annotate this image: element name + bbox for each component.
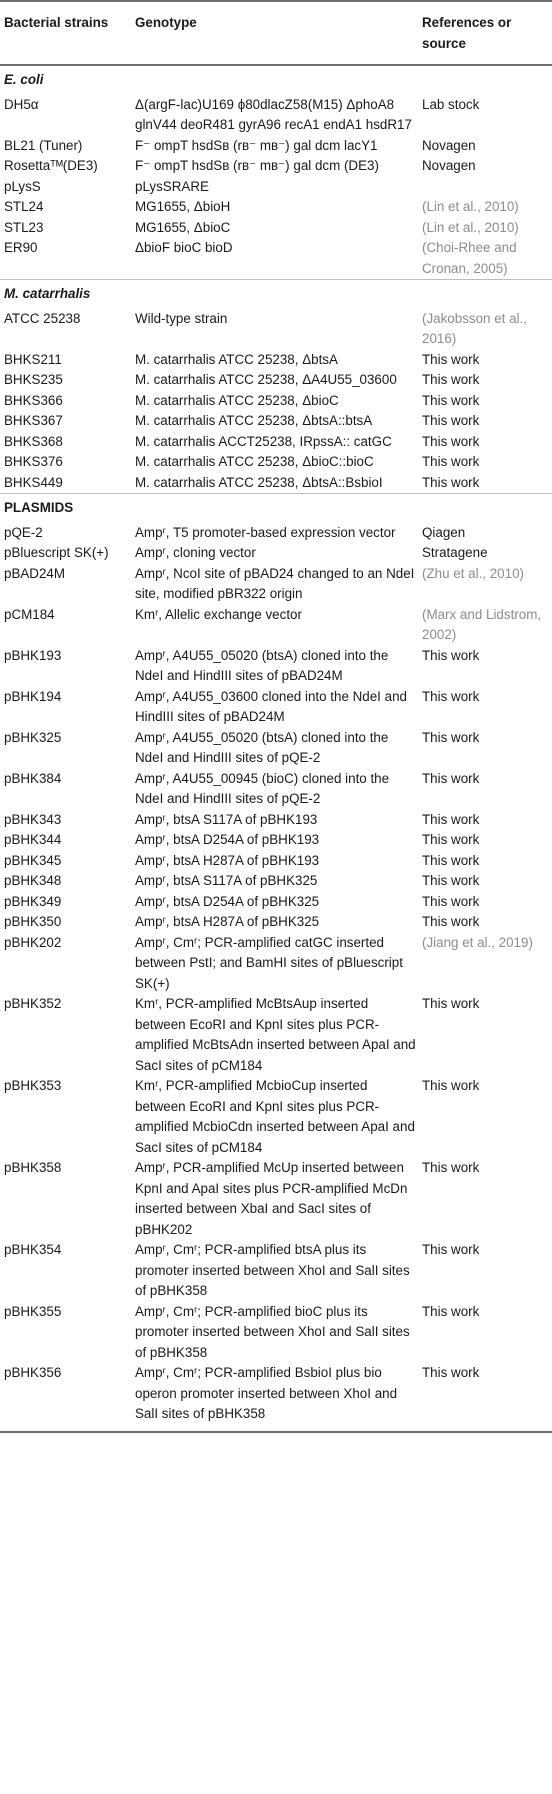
reference-cell: Qiagen <box>422 524 466 540</box>
genotype-cell: Kmʳ, PCR-amplified McbioCup inserted between EcoRI and KpnI sites plus PCR-amplified McbioCdn inserted between ApaI and SacI sites of pCM184 <box>135 1078 415 1155</box>
strain-name-cell: pBHK194 <box>4 688 62 704</box>
reference-cell: (Jakobsson et al., 2016) <box>422 310 527 346</box>
reference-cell: This work <box>422 996 480 1011</box>
strain-name-cell: STL24 <box>4 199 44 214</box>
genotype-cell: Kmʳ, PCR-amplified McBtsAup inserted between EcoRI and KpnI sites plus PCR-amplified McBtsAdn inserted between ApaI and SacI sites of pCM184 <box>135 996 416 1073</box>
reference-cell: This work <box>422 893 480 909</box>
strain-name-cell: pBHK355 <box>4 1303 62 1319</box>
genotype-cell: M. catarrhalis ATCC 25238, ΔbtsA <box>135 351 338 367</box>
genotype-cell: Ampʳ, btsA H287A of pBHK193 <box>135 852 320 868</box>
strain-name-cell: BHKS235 <box>4 372 63 387</box>
section-row <box>0 65 552 95</box>
strain-name-cell: ATCC 25238 <box>4 310 81 326</box>
reference-cell: This work <box>422 770 480 786</box>
reference-cell: Stratagene <box>422 545 488 560</box>
strain-name-cell: BL21 (Tuner) <box>4 137 83 153</box>
strain-name-cell: ER90 <box>4 240 38 255</box>
genotype-cell: Ampʳ, Cmʳ; PCR-amplified BsbioI plus bio operon promoter inserted between XhoI and SalI sites of pBHK358 <box>135 1363 422 1432</box>
table-row <box>0 871 552 892</box>
strain-name-cell: pBluescript SK(+) <box>4 545 109 560</box>
strain-name-cell: BHKS449 <box>4 474 63 490</box>
section-title: M. catarrhalis <box>0 280 552 309</box>
genotype-cell: Wild-type strain <box>135 310 228 326</box>
reference-cell: This work <box>422 873 480 888</box>
reference-cell: This work <box>422 1303 480 1319</box>
genotype-cell: F⁻ ompT hsdSʙ (rʙ⁻ mʙ⁻) gal dcm (DE3) pLysSRARE <box>135 158 379 194</box>
reference-cell: (Marx and Lidstrom, 2002) <box>422 606 542 642</box>
header-references: References or source <box>422 1 552 65</box>
strain-name-cell: pBHK325 <box>4 729 62 745</box>
genotype-cell: Ampʳ, PCR-amplified McUp inserted between KpnI and ApaI sites plus PCR-amplified McDn inserted between XbaI and SacI sites of pBHK202 <box>135 1160 408 1237</box>
table-row <box>0 473 552 494</box>
genotype-cell: Ampʳ, btsA D254A of pBHK193 <box>135 832 320 847</box>
strain-name-cell: DH5α <box>4 96 39 112</box>
reference-cell: This work <box>422 454 480 469</box>
table-row <box>0 994 552 1076</box>
table-row <box>0 564 552 605</box>
genotype-cell: Ampʳ, A4U55_05020 (btsA) cloned into the NdeI and HindIII sites of pQE-2 <box>135 729 389 765</box>
genotype-cell: MG1655, ΔbioH <box>135 199 231 214</box>
table-row <box>0 912 552 933</box>
reference-cell: (Lin et al., 2010) <box>422 199 519 214</box>
strain-name-cell: pBHK353 <box>4 1078 62 1093</box>
reference-cell: Novagen <box>422 158 476 173</box>
strain-name-cell: BHKS211 <box>4 351 62 367</box>
table-row <box>0 851 552 872</box>
strain-name-cell: pQE-2 <box>4 524 43 540</box>
table-row <box>0 523 552 544</box>
strain-name-cell: BHKS368 <box>4 433 63 449</box>
reference-cell: This work <box>422 372 480 387</box>
table-row <box>0 543 552 564</box>
table-row <box>0 830 552 851</box>
section-row <box>0 494 552 523</box>
reference-cell: This work <box>422 433 480 449</box>
strain-name-cell: Rosettaᵀᴹ(DE3) pLysS <box>4 158 98 194</box>
genotype-cell: Ampʳ, btsA H287A of pBHK325 <box>135 914 320 929</box>
table-row <box>0 605 552 646</box>
reference-cell: This work <box>422 1078 480 1093</box>
strain-name-cell: pBHK354 <box>4 1242 62 1257</box>
table-row <box>0 238 552 280</box>
reference-cell: This work <box>422 729 480 745</box>
reference-cell: This work <box>422 647 480 663</box>
table-row <box>0 1158 552 1240</box>
genotype-cell: M. catarrhalis ACCT25238, IRpssA:: catGC <box>135 433 392 449</box>
strain-name-cell: pBHK193 <box>4 647 62 663</box>
table-row <box>0 136 552 157</box>
genotype-cell: Ampʳ, T5 promoter-based expression vector <box>135 524 396 540</box>
strain-name-cell: BHKS367 <box>4 413 63 428</box>
table-row <box>0 646 552 687</box>
genotype-cell: MG1655, ΔbioC <box>135 219 231 235</box>
reference-cell: This work <box>422 351 480 367</box>
strain-name-cell: pBAD24M <box>4 565 66 581</box>
reference-cell: Lab stock <box>422 96 480 112</box>
table-row <box>0 411 552 432</box>
reference-cell: This work <box>422 1160 480 1175</box>
table-row <box>0 218 552 239</box>
table-row <box>0 1076 552 1158</box>
table-row <box>0 391 552 412</box>
reference-cell: (Jiang et al., 2019) <box>422 934 533 950</box>
table-row <box>0 350 552 371</box>
reference-cell: This work <box>422 688 480 704</box>
strain-name-cell: pCM184 <box>4 606 55 622</box>
section-title: PLASMIDS <box>0 494 552 523</box>
table-row <box>0 892 552 913</box>
genotype-cell: Ampʳ, btsA S117A of pBHK193 <box>135 811 318 827</box>
table-body <box>0 65 552 1432</box>
genotype-cell: Ampʳ, Cmʳ; PCR-amplified btsA plus its promoter inserted between XhoI and SalI sites of pBHK358 <box>135 1242 410 1298</box>
genotype-cell: Δ(argF-lac)U169 ϕ80dlacZ58(M15) ΔphoA8 glnV44 deoR481 gyrA96 recA1 endA1 hsdR17 <box>135 96 412 132</box>
header-bacterial-strains: Bacterial strains <box>0 1 135 65</box>
reference-cell: This work <box>422 474 480 490</box>
table-row <box>0 810 552 831</box>
strain-name-cell: pBHK352 <box>4 996 62 1011</box>
section-row <box>0 280 552 309</box>
reference-cell: This work <box>422 852 480 868</box>
genotype-cell: ΔbioF bioC bioD <box>135 240 233 255</box>
reference-cell: (Choi-Rhee and Cronan, 2005) <box>422 240 517 276</box>
genotype-cell: Ampʳ, NcoI site of pBAD24 changed to an NdeI site, modified pBR322 origin <box>135 565 415 601</box>
strain-name-cell: pBHK356 <box>0 1363 135 1432</box>
genotype-cell: Ampʳ, cloning vector <box>135 545 256 560</box>
genotype-cell: Ampʳ, Cmʳ; PCR-amplified bioC plus its promoter inserted between XhoI and SalI sites of pBHK358 <box>135 1303 410 1360</box>
genotype-cell: Ampʳ, A4U55_05020 (btsA) cloned into the NdeI and HindIII sites of pBAD24M <box>135 647 389 683</box>
reference-cell: This work <box>422 832 480 847</box>
strain-name-cell: pBHK343 <box>4 811 62 827</box>
header-genotype: Genotype <box>135 1 422 65</box>
strain-name-cell: pBHK345 <box>4 852 62 868</box>
header-row <box>0 1 552 65</box>
table-row <box>0 728 552 769</box>
strain-name-cell: pBHK202 <box>4 934 62 950</box>
reference-cell: This work <box>422 811 480 827</box>
genotype-cell: Ampʳ, Cmʳ; PCR-amplified catGC inserted between PstI; and BamHI sites of pBluescript SK(+) <box>135 934 403 991</box>
table-row <box>0 370 552 391</box>
genotype-cell: M. catarrhalis ATCC 25238, ΔbioC <box>135 392 339 408</box>
genotype-cell: F⁻ ompT hsdSʙ (rʙ⁻ mʙ⁻) gal dcm lacY1 <box>135 137 378 153</box>
strain-name-cell: BHKS366 <box>4 392 63 408</box>
strain-name-cell: pBHK349 <box>4 893 62 909</box>
reference-cell: This work <box>422 1242 480 1257</box>
reference-cell: This work <box>422 1363 552 1432</box>
table-row <box>0 1302 552 1364</box>
table-row <box>0 452 552 473</box>
reference-cell: (Zhu et al., 2010) <box>422 565 524 581</box>
table-row <box>0 933 552 995</box>
table-row <box>0 1363 552 1432</box>
reference-cell: This work <box>422 914 480 929</box>
reference-cell: This work <box>422 392 480 408</box>
genotype-cell: M. catarrhalis ATCC 25238, ΔbtsA::BsbioI <box>135 474 383 490</box>
genotype-cell: M. catarrhalis ATCC 25238, ΔbioC::bioC <box>135 454 374 469</box>
table-row <box>0 687 552 728</box>
table-row <box>0 156 552 197</box>
strain-name-cell: BHKS376 <box>4 454 63 469</box>
genotype-cell: Ampʳ, btsA S117A of pBHK325 <box>135 873 318 888</box>
table-row <box>0 309 552 350</box>
genotype-cell: Ampʳ, A4U55_00945 (bioC) cloned into the NdeI and HindIII sites of pQE-2 <box>135 770 390 806</box>
strain-name-cell: pBHK350 <box>4 914 62 929</box>
genotype-cell: Ampʳ, btsA D254A of pBHK325 <box>135 893 320 909</box>
section-title: E. coli <box>4 72 44 87</box>
table-row <box>0 197 552 218</box>
reference-cell: (Lin et al., 2010) <box>422 219 519 235</box>
genotype-cell: M. catarrhalis ATCC 25238, ΔbtsA::btsA <box>135 413 373 428</box>
strain-name-cell: pBHK384 <box>4 770 62 786</box>
table-header <box>0 1 552 65</box>
strain-name-cell: pBHK348 <box>4 873 62 888</box>
reference-cell: This work <box>422 413 480 428</box>
reference-cell: Novagen <box>422 137 476 153</box>
genotype-cell: Ampʳ, A4U55_03600 cloned into the NdeI and HindIII sites of pBAD24M <box>135 688 407 724</box>
genotype-cell: M. catarrhalis ATCC 25238, ΔA4U55_03600 <box>135 372 397 387</box>
table-row <box>0 769 552 810</box>
genotype-cell: Kmʳ, Allelic exchange vector <box>135 606 302 622</box>
table-row <box>0 95 552 136</box>
table-row <box>0 432 552 453</box>
strain-name-cell: pBHK358 <box>4 1160 62 1175</box>
table-row <box>0 1240 552 1302</box>
strain-name-cell: STL23 <box>4 219 44 235</box>
strain-name-cell: pBHK344 <box>4 832 62 847</box>
